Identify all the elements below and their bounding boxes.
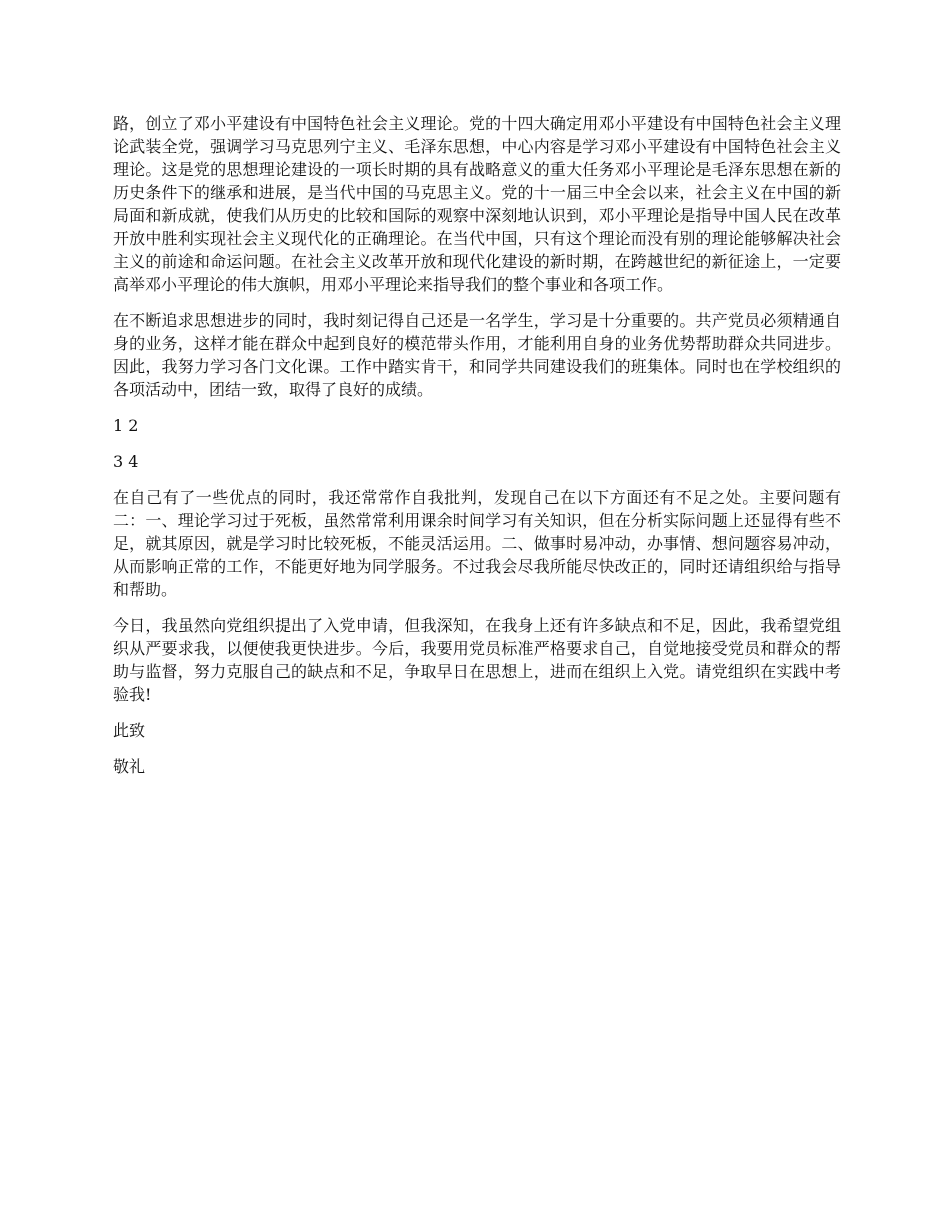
page-marker-2: 3 4 <box>113 452 139 471</box>
closing-respect: 敬礼 <box>113 757 146 776</box>
paragraph-study: 在不断追求思想进步的同时，我时刻记得自己还是一名学生，学习是十分重要的。共产党员必须精通自身的业务，这样才能在群众中起到良好的模范带头作用，才能利用自身的业务优势帮助群众共同进步。因此，我努力学习各门文化课。工作中踏实肯干，和同学共同建设我们的班集体。同时也在学校组织的各项活动中，团结一致，取得了良好的成绩。 <box>113 311 841 399</box>
page-marker-1: 1 2 <box>113 416 139 435</box>
closing-salutation: 此致 <box>113 721 146 740</box>
paragraph-theory: 路，创立了邓小平建设有中国特色社会主义理论。党的十四大确定用邓小平建设有中国特色社会主义理论武装全党，强调学习马克思列宁主义、毛泽东思想，中心内容是学习邓小平建设有中国特色社会主义理论。这是党的思想理论建设的一项长时期的具有战略意义的重大任务邓小平理论是毛泽东思想在新的历史条件下的继承和进展，是当代中国的马克思主义。党的十一届三中全会以来，社会主义在中国的新局面和新成就，使我们从历史的比较和国际的观察中深刻地认识到，邓小平理论是指导中国人民在改革开放中胜利实现社会主义现代化的正确理论。在当代中国，只有这个理论而没有别的理论能够解决社会主义的前途和命运问题。在社会主义改革开放和现代化建设的新时期，在跨越世纪的新征途上，一定要高举邓小平理论的伟大旗帜，用邓小平理论来指导我们的整个事业和各项工作。 <box>113 114 841 294</box>
document-body <box>113 112 841 791</box>
paragraph-self-criticism: 在自己有了一些优点的同时，我还常常作自我批判，发现自己在以下方面还有不足之处。主要问题有二：一、理论学习过于死板，虽然常常利用课余时间学习有关知识，但在分析实际问题上还显得有些不足，就其原因，就是学习时比较死板，不能灵活运用。二、做事时易冲动，办事情、想问题容易冲动，从而影响正常的工作，不能更好地为同学服务。不过我会尽我所能尽快改正的，同时还请组织给与指导和帮助。 <box>113 488 841 599</box>
paragraph-application: 今日，我虽然向党组织提出了入党申请，但我深知，在我身上还有许多缺点和不足，因此，我希望党组织从严要求我，以便使我更快进步。今后，我要用党员标准严格要求自己，自觉地接受党员和群众的帮助与监督，努力克服自己的缺点和不足，争取早日在思想上，进而在组织上入党。请党组织在实践中考验我! <box>113 616 841 704</box>
